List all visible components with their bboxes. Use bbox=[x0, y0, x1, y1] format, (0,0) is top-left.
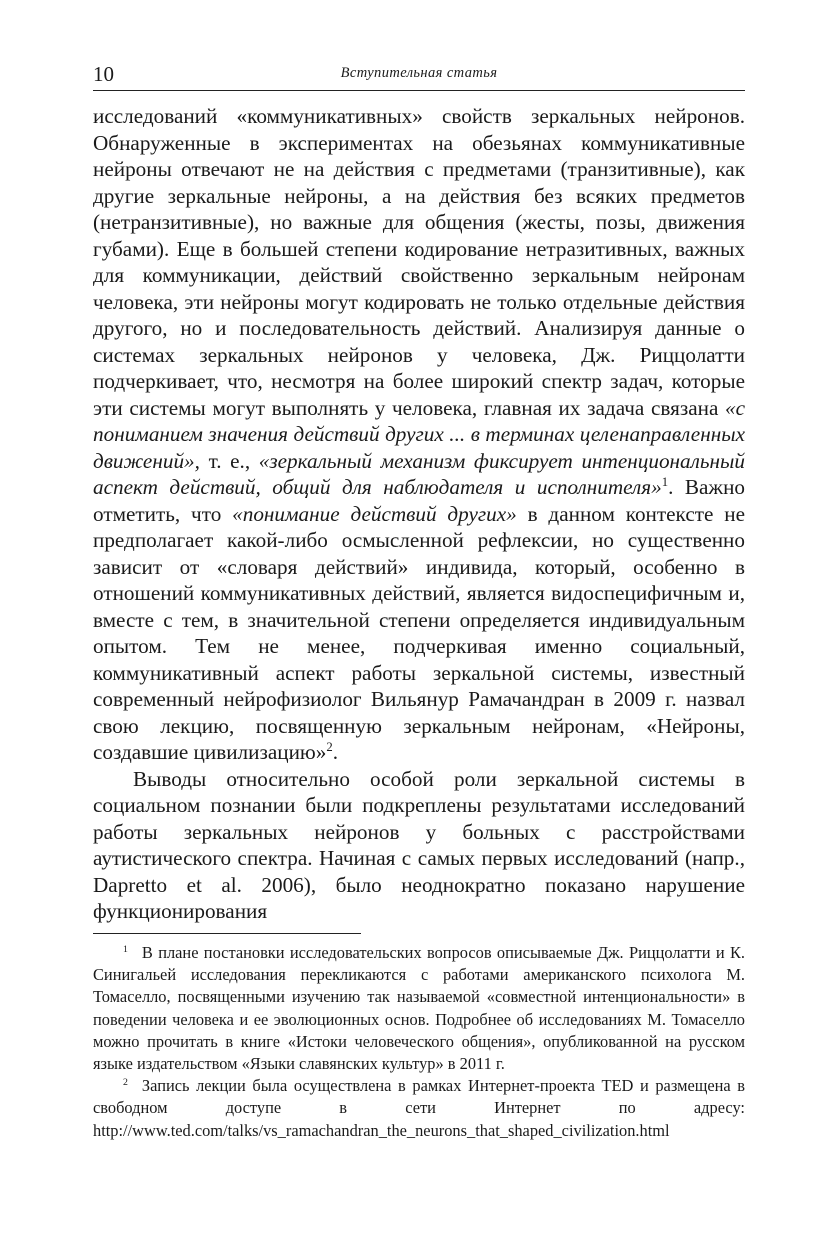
quote-1: «с пониманием значения действий других ... в терминах целенаправленных движений», bbox=[93, 395, 745, 473]
footnote-1 bbox=[93, 942, 745, 1075]
paragraph-1-part-4: в данном контексте не предполагает какой-либо осмысленной рефлексии, но существенно зависит от «словаря действий» индивида, который, особенно в отношений коммуникативных действий, является видоспецифичным и, вместе с тем, в значительной степени определяется индивидуальным опытом. Тем не менее, подчеркивая именно социальный, коммуникативный аспект работы зеркальной системы, известный современный нейрофизиолог Вильянур Рамачандран в 2009 г. назвал свою лекцию, посвященную зеркальным нейронам, «Нейроны, создавшие цивилизацию» bbox=[93, 501, 745, 764]
quote-3: «понимание действий других» bbox=[232, 501, 517, 526]
footnote-1-text: В плане постановки исследовательских вопросов описываемые Дж. Риццолатти и К. Синигальей исследования перекликаются с работами американского психолога М. Томаселло, посвященными изучению так называемой «совместной интенциональности» в поведении человека и ее эволюционных основ. Подробнее об исследованиях М. Томаселло можно прочитать в книге «Истоки человеческого общения», опубликованной на русском языке издательством «Языки славянских культур» в 2011 г. bbox=[93, 943, 745, 1074]
footnote-ref-1: 1 bbox=[661, 474, 669, 489]
paragraph-1-part-5: . bbox=[332, 740, 338, 764]
footnote-1-mark: 1 bbox=[123, 943, 128, 955]
paragraph-1-part-3: . Важно отметить, что bbox=[93, 475, 746, 526]
footnote-ref-2: 2 bbox=[326, 739, 333, 754]
paragraph-1-part-1: исследований «коммуникативных» свойств зеркальных нейронов. Обнаруженные в экспериментах на обезьянах коммуникативные нейроны отвечают не на действия с предметами (транзитивные), как другие зеркальные нейроны, а на действия без всяких предметов (нетранзитивные), но важные для общения (жесты, позы, движения губами). Еще в большей степени кодирование нетразитивных, важных для коммуникации, действий свойственно зеркальным нейронам человека, эти нейроны могут кодировать не только отдельные действия другого, но и последовательность действий. Анализируя данные о системах зеркальных нейронов у человека, Дж. Риццолатти подчеркивает, что, несмотря на более широкий спектр задач, которые эти системы могут выполнять у человека, главная их задача связана bbox=[93, 104, 745, 420]
paragraph-1-part-2: т. е., bbox=[199, 448, 259, 473]
paragraph-2: Выводы относительно особой роли зеркальной системы в социальном познании были подкреплены результатами исследований работы зеркальных нейронов у больных с расстройствами аутистического спектра. Начиная с самых первых исследований (напр., Dapretto et al. 2006), было неоднократно показано нарушение функционирования bbox=[93, 766, 745, 923]
footnote-2-mark: 2 bbox=[123, 1076, 128, 1088]
footnote-2-text: Запись лекции была осуществлена в рамках Интернет-проекта TED и размещена в свободном доступе в сети Интернет по адресу: http://www.ted.com/talks/vs_ramachandran_the_neurons_that_shaped_civilization.html bbox=[93, 1076, 745, 1140]
main-text bbox=[93, 103, 745, 925]
page-number: 10 bbox=[93, 62, 114, 86]
running-title: Вступительная статья bbox=[340, 65, 498, 81]
footnotes bbox=[93, 942, 745, 1142]
quote-2: «зеркальный механизм фиксирует интенциональный аспект действий, общий для наблюдателя и исполнителя» bbox=[93, 448, 745, 499]
footnote-2 bbox=[93, 1075, 745, 1142]
page-header bbox=[93, 60, 745, 91]
footnote-separator bbox=[93, 933, 361, 934]
paragraph-1 bbox=[93, 103, 745, 766]
